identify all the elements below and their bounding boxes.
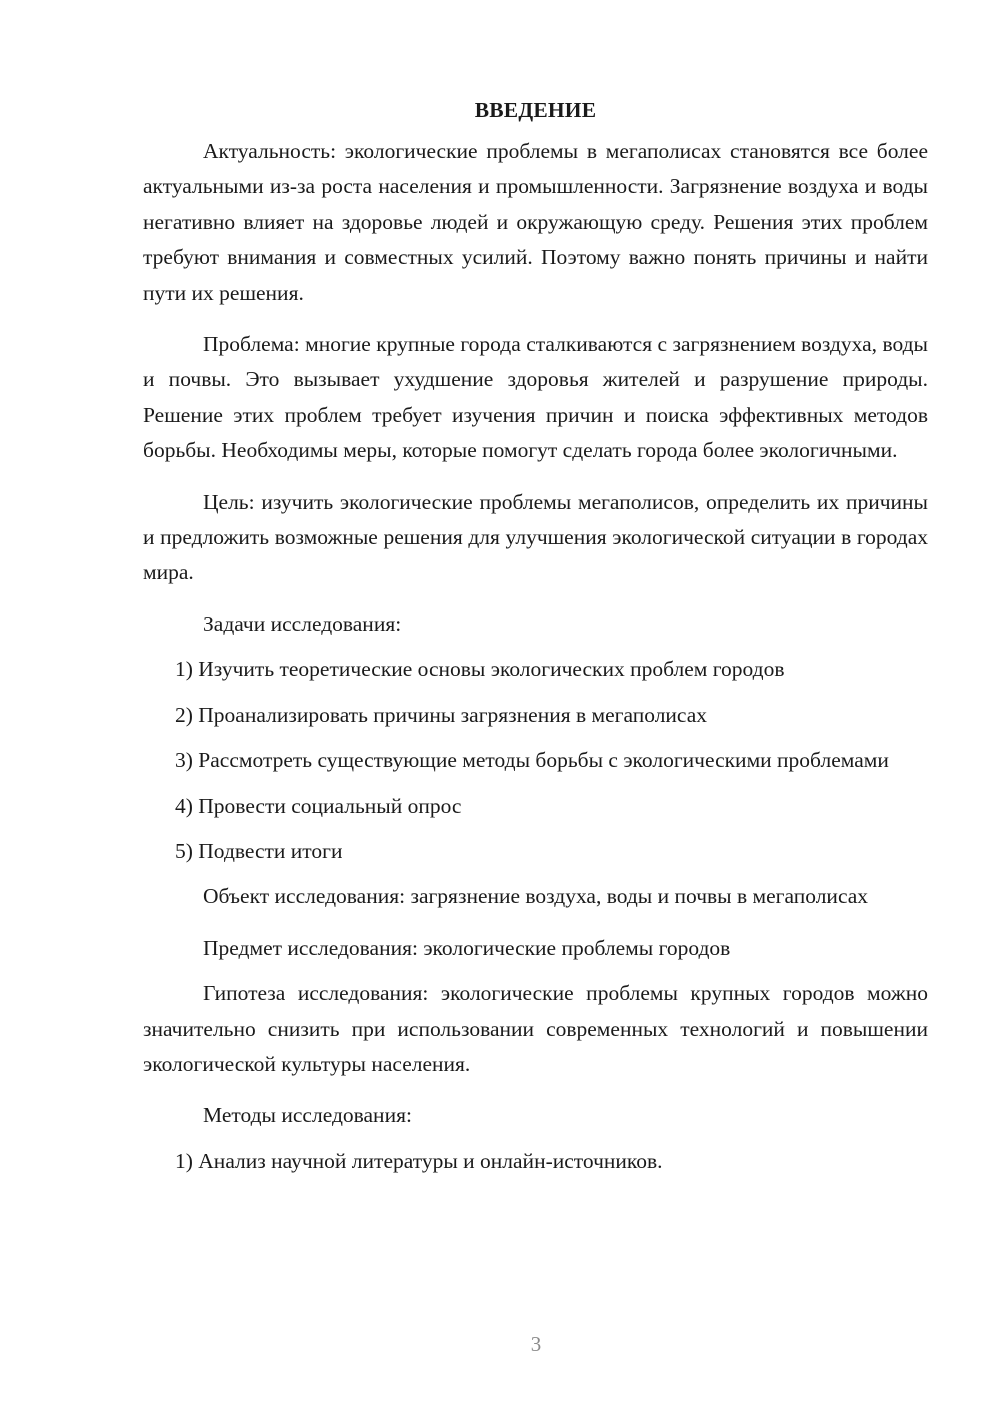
object-paragraph: Объект исследования: загрязнение воздуха, воды и почвы в мегаполисах bbox=[203, 884, 869, 909]
page-title: ВВЕДЕНИЕ bbox=[474, 98, 597, 122]
relevance-paragraph: Актуальность: экологические проблемы в мегаполисах становятся все более актуальными из-за роста населения и промышленности. Загрязнение воздуха и воды негативно влияет на здоровье людей и окружающую среду. Решения этих проблем требуют внимания и совместных усилий. Поэтому важно понять причины и найти пути их решения. bbox=[143, 139, 928, 305]
task-item-1: 1) Изучить теоретические основы экологических проблем городов bbox=[175, 657, 785, 682]
task-item-5: 5) Подвести итоги bbox=[175, 838, 343, 863]
methods-heading: Методы исследования: bbox=[203, 1103, 412, 1128]
subject-paragraph: Предмет исследования: экологические проблемы городов bbox=[203, 935, 731, 960]
method-item-1: 1) Анализ научной литературы и онлайн-источников. bbox=[175, 1148, 663, 1173]
task-item-4: 4) Провести социальный опрос bbox=[175, 793, 462, 818]
page-number: 3 bbox=[530, 1332, 542, 1356]
task-item-2: 2) Проанализировать причины загрязнения в мегаполисах bbox=[175, 702, 708, 727]
problem-paragraph: Проблема: многие крупные города сталкиваются с загрязнением воздуха, воды и почвы. Это вызывает ухудшение здоровья жителей и разрушение природы. Решение этих проблем требует изучения причин и поиска эффективных методов борьбы. Необходимы меры, которые помогут сделать города более экологичными. bbox=[143, 332, 928, 463]
hypothesis-paragraph: Гипотеза исследования: экологические проблемы крупных городов можно значительно снизить при использовании современных технологий и повышении экологической культуры населения. bbox=[143, 981, 928, 1076]
goal-paragraph: Цель: изучить экологические проблемы мегаполисов, определить их причины и предложить возможные решения для улучшения экологической ситуации в городах мира. bbox=[143, 489, 928, 585]
task-item-3: 3) Рассмотреть существующие методы борьбы с экологическими проблемами bbox=[175, 748, 889, 773]
tasks-heading: Задачи исследования: bbox=[203, 611, 402, 636]
document-page bbox=[143, 92, 928, 1189]
